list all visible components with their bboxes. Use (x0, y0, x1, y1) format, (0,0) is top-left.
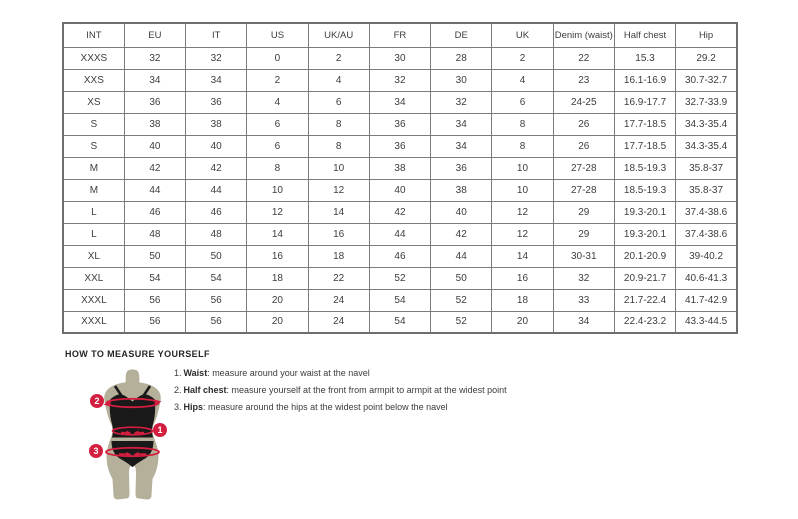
table-cell: 12 (492, 201, 553, 223)
table-cell: 18 (308, 245, 369, 267)
table-row (63, 245, 737, 267)
table-cell: 6 (308, 91, 369, 113)
step-number: 2. (174, 385, 182, 395)
table-cell: 54 (369, 289, 430, 311)
table-cell: 29 (553, 201, 614, 223)
table-cell: 10 (308, 157, 369, 179)
table-cell: 54 (186, 267, 247, 289)
table-cell: 56 (124, 311, 185, 333)
table-cell: 17.7-18.5 (614, 135, 675, 157)
table-row (63, 179, 737, 201)
table-cell: 56 (186, 311, 247, 333)
table-row (63, 289, 737, 311)
table-cell: 30 (431, 69, 492, 91)
table-cell: L (63, 223, 124, 245)
table-cell: 30 (369, 47, 430, 69)
table-cell: S (63, 135, 124, 157)
table-cell: 50 (431, 267, 492, 289)
table-cell: 12 (492, 223, 553, 245)
table-cell: 16 (247, 245, 308, 267)
table-cell: 36 (124, 91, 185, 113)
table-cell: XXXL (63, 311, 124, 333)
step-term: Waist (183, 368, 208, 378)
measure-section-title: HOW TO MEASURE YOURSELF (65, 349, 210, 359)
table-cell: 12 (308, 179, 369, 201)
table-cell: 37.4-38.6 (676, 223, 737, 245)
table-cell: 44 (369, 223, 430, 245)
table-cell: 10 (492, 157, 553, 179)
measure-step-waist (174, 368, 507, 378)
table-cell: XL (63, 245, 124, 267)
step-text: : measure around the hips at the widest point below the navel (203, 402, 448, 412)
table-cell: 4 (247, 91, 308, 113)
measure-instructions (174, 368, 507, 419)
table-cell: 40.6-41.3 (676, 267, 737, 289)
table-cell: 12 (247, 201, 308, 223)
column-header: EU (124, 23, 185, 47)
measure-point-badge-hips: 3 (89, 444, 103, 458)
table-cell: 30-31 (553, 245, 614, 267)
table-cell: 20.9-21.7 (614, 267, 675, 289)
table-cell: 8 (492, 113, 553, 135)
table-cell: XXXS (63, 47, 124, 69)
table-cell: 34.3-35.4 (676, 135, 737, 157)
table-cell: 2 (492, 47, 553, 69)
table-cell: 20 (247, 311, 308, 333)
table-cell: 8 (308, 113, 369, 135)
table-cell: 24-25 (553, 91, 614, 113)
table-cell: 32 (186, 47, 247, 69)
table-cell: 16 (492, 267, 553, 289)
table-cell: 4 (492, 69, 553, 91)
column-header: Denim (waist) (553, 23, 614, 47)
table-cell: 50 (186, 245, 247, 267)
table-cell: 14 (308, 201, 369, 223)
column-header: Half chest (614, 23, 675, 47)
table-cell: 20.1-20.9 (614, 245, 675, 267)
table-cell: 22 (308, 267, 369, 289)
table-cell: 15.3 (614, 47, 675, 69)
table-cell: 36 (369, 113, 430, 135)
table-cell: 14 (492, 245, 553, 267)
table-cell: 10 (492, 179, 553, 201)
table-cell: 40 (186, 135, 247, 157)
table-cell: 39-40.2 (676, 245, 737, 267)
table-cell: M (63, 179, 124, 201)
table-cell: 18.5-19.3 (614, 157, 675, 179)
table-cell: 20 (247, 289, 308, 311)
table-cell: 16 (308, 223, 369, 245)
table-cell: 34 (369, 91, 430, 113)
step-term: Hips (183, 402, 204, 412)
step-number: 3. (174, 402, 182, 412)
column-header: FR (369, 23, 430, 47)
table-cell: 19.3-20.1 (614, 223, 675, 245)
table-cell: 26 (553, 113, 614, 135)
size-table-body (63, 47, 737, 333)
step-number: 1. (174, 368, 182, 378)
table-cell: 34 (124, 69, 185, 91)
table-cell: 32.7-33.9 (676, 91, 737, 113)
table-row (63, 69, 737, 91)
column-header: IT (186, 23, 247, 47)
table-cell: 41.7-42.9 (676, 289, 737, 311)
table-cell: 23 (553, 69, 614, 91)
table-cell: 56 (186, 289, 247, 311)
table-cell: 4 (308, 69, 369, 91)
table-cell: 26 (553, 135, 614, 157)
table-cell: 21.7-22.4 (614, 289, 675, 311)
table-row (63, 157, 737, 179)
header-row (63, 23, 737, 47)
table-cell: 19.3-20.1 (614, 201, 675, 223)
column-header: DE (431, 23, 492, 47)
table-cell: 27-28 (553, 157, 614, 179)
table-cell: 38 (186, 113, 247, 135)
table-cell: 40 (431, 201, 492, 223)
step-text: : measure around your waist at the navel (207, 368, 370, 378)
column-header: Hip (676, 23, 737, 47)
table-row (63, 47, 737, 69)
table-cell: 16.9-17.7 (614, 91, 675, 113)
table-cell: 36 (431, 157, 492, 179)
column-header: UK (492, 23, 553, 47)
table-cell: 18 (247, 267, 308, 289)
table-cell: XXS (63, 69, 124, 91)
table-cell: 28 (431, 47, 492, 69)
table-row (63, 113, 737, 135)
table-row (63, 135, 737, 157)
table-cell: 24 (308, 311, 369, 333)
table-cell: 54 (124, 267, 185, 289)
step-text: : measure yourself at the front from armpit to armpit at the widest point (226, 385, 507, 395)
table-cell: 36 (186, 91, 247, 113)
column-header: UK/AU (308, 23, 369, 47)
table-cell: 48 (124, 223, 185, 245)
table-cell: 46 (186, 201, 247, 223)
table-cell: 17.7-18.5 (614, 113, 675, 135)
table-cell: 29.2 (676, 47, 737, 69)
measure-step-half-chest (174, 385, 507, 395)
table-cell: 34 (431, 135, 492, 157)
table-cell: 32 (431, 91, 492, 113)
table-cell: XS (63, 91, 124, 113)
table-cell: 27-28 (553, 179, 614, 201)
table-cell: 2 (247, 69, 308, 91)
table-cell: 56 (124, 289, 185, 311)
table-cell: 8 (308, 135, 369, 157)
table-cell: 42 (186, 157, 247, 179)
table-cell: 2 (308, 47, 369, 69)
table-cell: 34 (186, 69, 247, 91)
table-cell: 18 (492, 289, 553, 311)
table-cell: 6 (247, 113, 308, 135)
table-cell: 46 (369, 245, 430, 267)
size-conversion-table (62, 22, 738, 334)
table-cell: 54 (369, 311, 430, 333)
table-cell: 33 (553, 289, 614, 311)
table-cell: 24 (308, 289, 369, 311)
table-cell: L (63, 201, 124, 223)
measure-point-badge-waist: 1 (153, 423, 167, 437)
measure-step-hips (174, 402, 507, 412)
table-cell: 18.5-19.3 (614, 179, 675, 201)
table-cell: 34.3-35.4 (676, 113, 737, 135)
table-cell: M (63, 157, 124, 179)
table-cell: 22.4-23.2 (614, 311, 675, 333)
table-cell: 52 (431, 289, 492, 311)
table-cell: 46 (124, 201, 185, 223)
table-cell: 0 (247, 47, 308, 69)
table-row (63, 311, 737, 333)
table-row (63, 91, 737, 113)
table-cell: 38 (369, 157, 430, 179)
table-cell: 30.7-32.7 (676, 69, 737, 91)
table-cell: 29 (553, 223, 614, 245)
step-term: Half chest (183, 385, 227, 395)
table-cell: 32 (124, 47, 185, 69)
table-cell: 32 (369, 69, 430, 91)
table-cell: 44 (431, 245, 492, 267)
table-cell: 20 (492, 311, 553, 333)
table-cell: S (63, 113, 124, 135)
table-row (63, 223, 737, 245)
table-row (63, 267, 737, 289)
table-row (63, 201, 737, 223)
table-cell: 42 (369, 201, 430, 223)
table-cell: 35.8-37 (676, 179, 737, 201)
table-cell: 32 (553, 267, 614, 289)
table-cell: 14 (247, 223, 308, 245)
measure-point-badge-half-chest: 2 (90, 394, 104, 408)
table-cell: 37.4-38.6 (676, 201, 737, 223)
table-cell: 10 (247, 179, 308, 201)
table-cell: 50 (124, 245, 185, 267)
table-cell: 6 (492, 91, 553, 113)
table-cell: 36 (369, 135, 430, 157)
table-cell: 42 (124, 157, 185, 179)
table-cell: 43.3-44.5 (676, 311, 737, 333)
table-cell: 22 (553, 47, 614, 69)
column-header: INT (63, 23, 124, 47)
table-cell: 34 (431, 113, 492, 135)
table-cell: 8 (247, 157, 308, 179)
table-cell: 16.1-16.9 (614, 69, 675, 91)
column-header: US (247, 23, 308, 47)
table-cell: 40 (369, 179, 430, 201)
table-cell: 48 (186, 223, 247, 245)
table-cell: 40 (124, 135, 185, 157)
table-cell: 52 (369, 267, 430, 289)
table-cell: XXXL (63, 289, 124, 311)
table-cell: 42 (431, 223, 492, 245)
table-cell: 44 (124, 179, 185, 201)
table-cell: 38 (431, 179, 492, 201)
table-cell: 34 (553, 311, 614, 333)
table-cell: 6 (247, 135, 308, 157)
table-cell: XXL (63, 267, 124, 289)
table-cell: 44 (186, 179, 247, 201)
table-cell: 38 (124, 113, 185, 135)
table-cell: 52 (431, 311, 492, 333)
table-cell: 8 (492, 135, 553, 157)
size-table-header (63, 23, 737, 47)
table-cell: 35.8-37 (676, 157, 737, 179)
